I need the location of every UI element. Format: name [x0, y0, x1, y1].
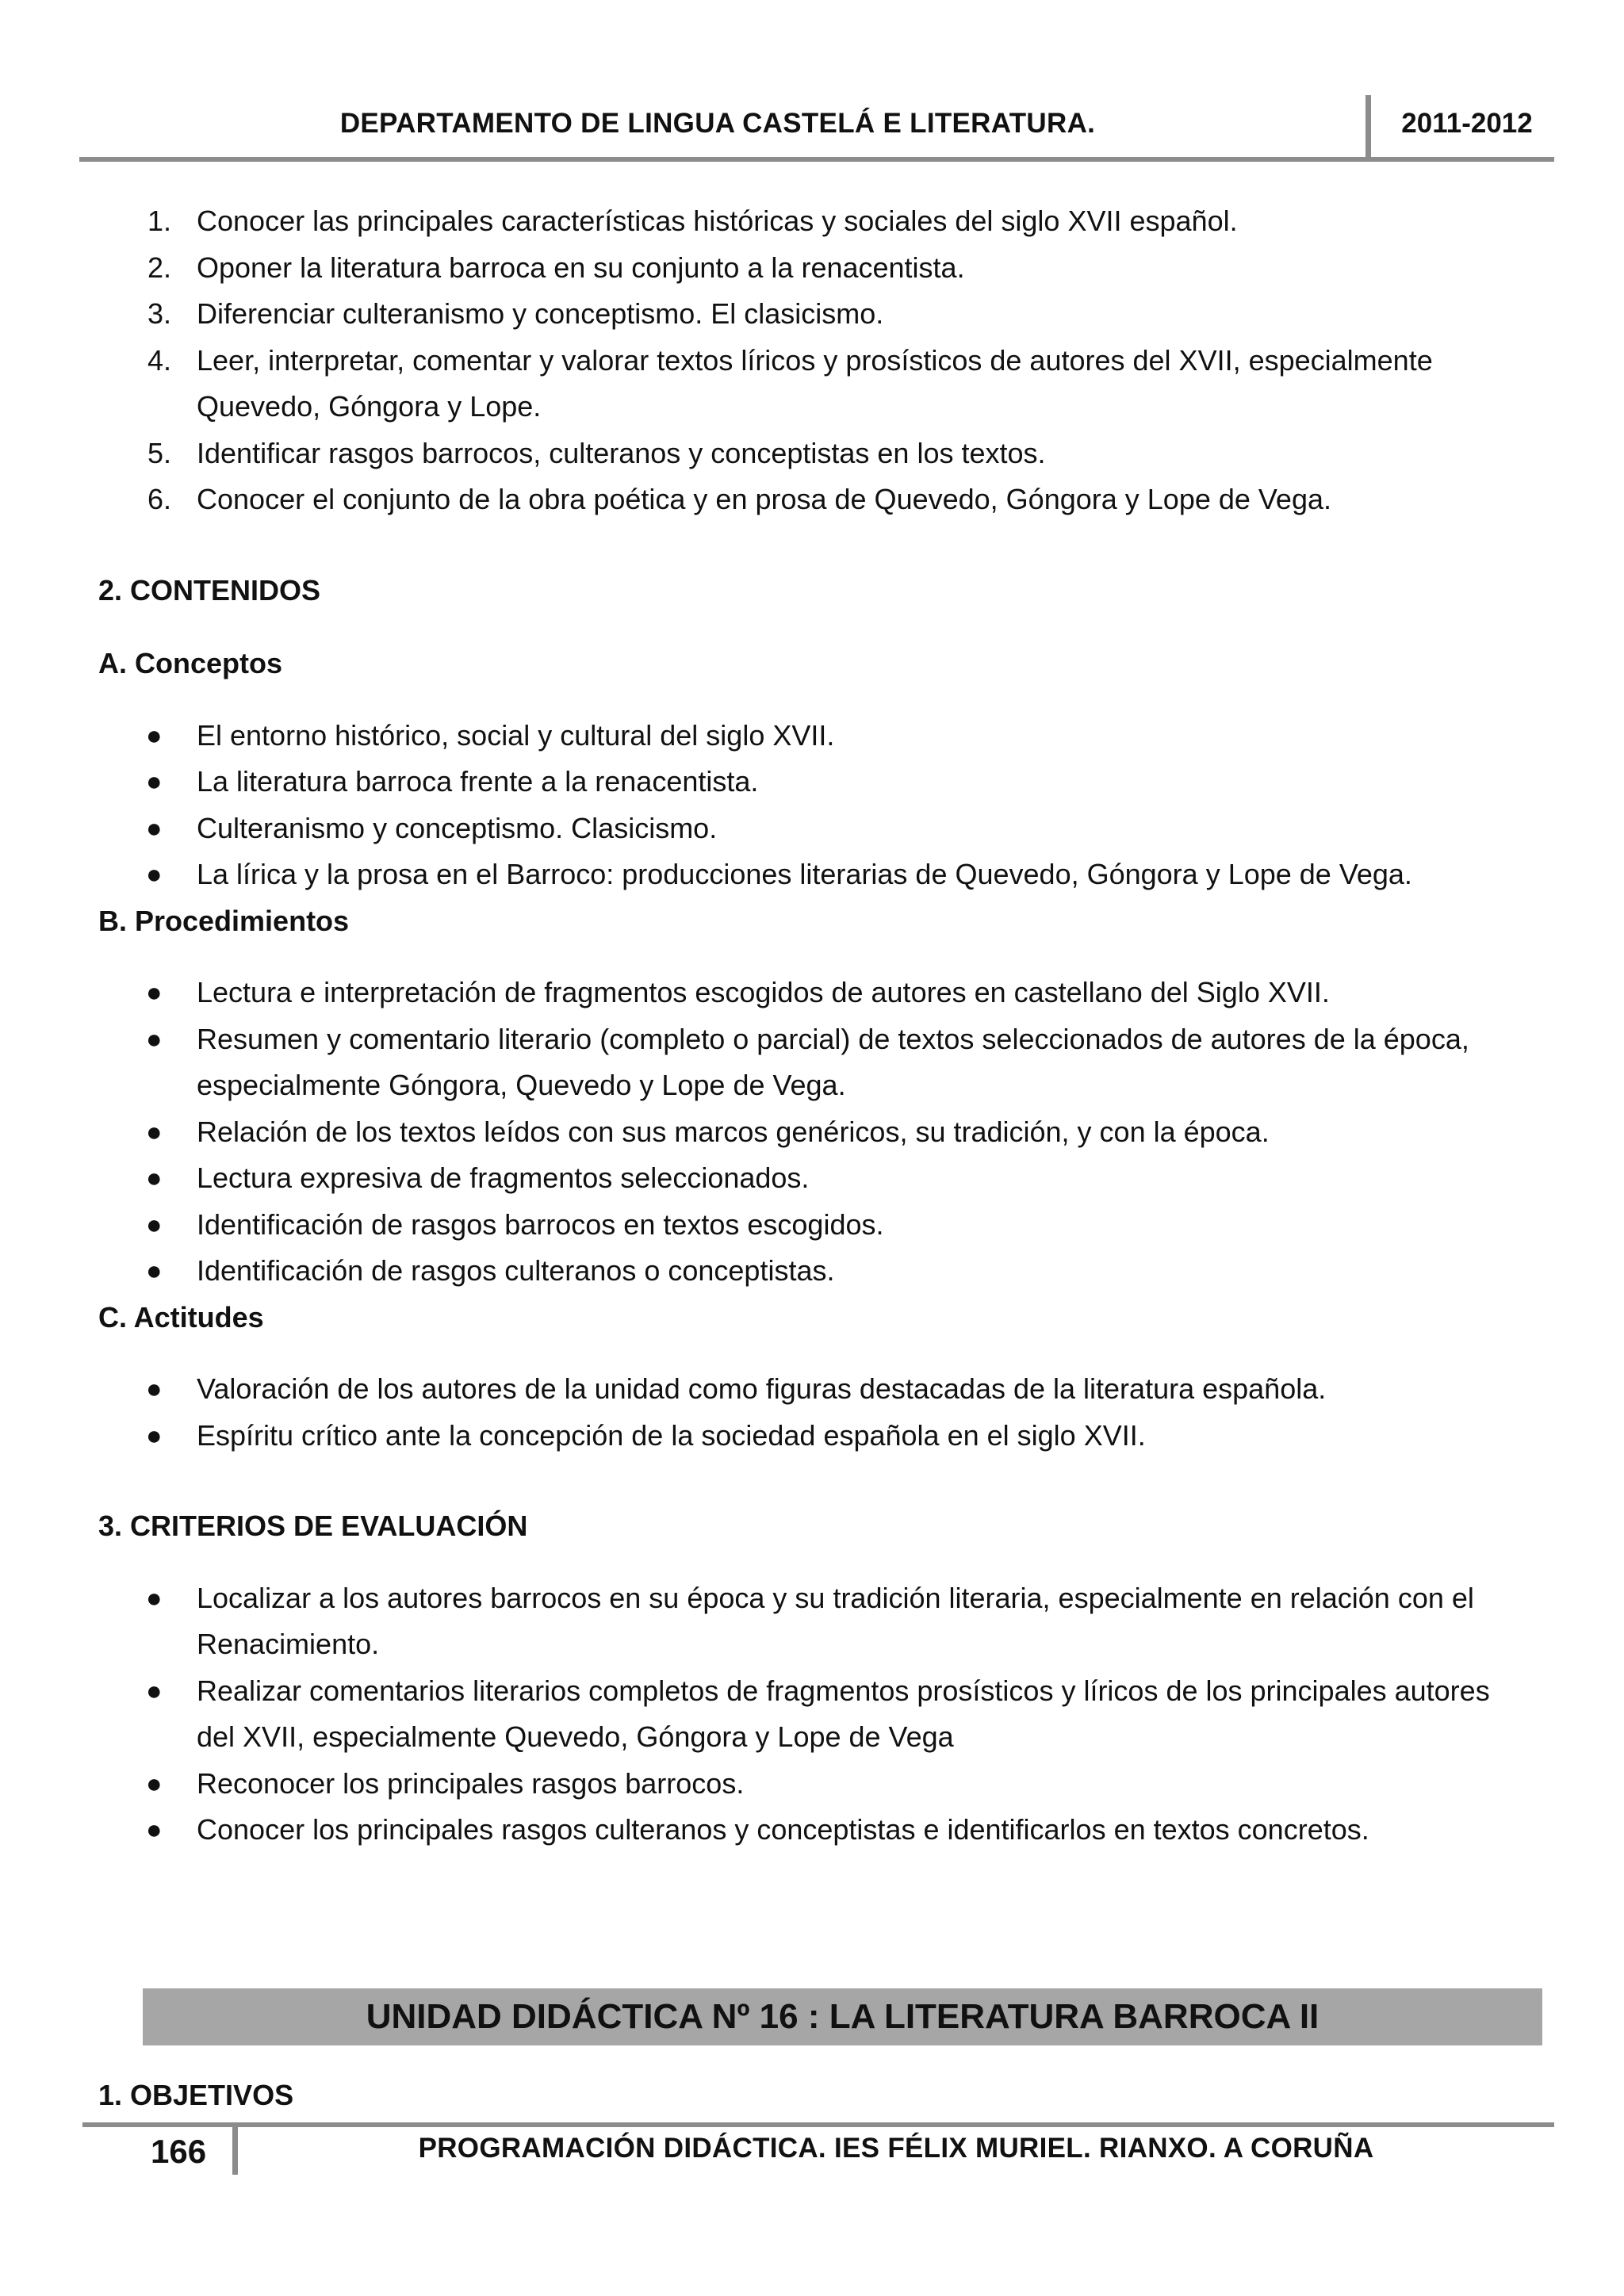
objective-item: 4. Leer, interpretar, comentar y valorar textos líricos y prosísticos de autores del XVII, especialmente Quevedo, Góngora y Lope. [147, 343, 1433, 423]
objective-item: 6. Conocer el conjunto de la obra poética y en prosa de Quevedo, Góngora y Lope de Vega. [147, 483, 1331, 515]
criterios-heading: 3. CRITERIOS DE EVALUACIÓN [98, 1510, 528, 1542]
list-item: ● Valoración de los autores de la unidad como figuras destacadas de la literatura española. [98, 1366, 1518, 1413]
list-item: ● El entorno histórico, social y cultural del siglo XVII. [98, 713, 1518, 760]
list-item: ● Identificación de rasgos culteranos o conceptistas. [98, 1248, 1518, 1295]
list-item: ● Reconocer los principales rasgos barrocos. [98, 1761, 1518, 1808]
bullet-icon: ● [146, 1815, 163, 1845]
criterios-list [98, 1575, 1518, 1854]
department-title: DEPARTAMENTO DE LINGUA CASTELÁ E LITERATURA. [339, 108, 1096, 139]
procedimientos-heading: B. Procedimientos [98, 904, 350, 937]
objective-item: 5. Identificar rasgos barrocos, culteranos y conceptistas en los textos. [147, 436, 1046, 469]
unit-banner [143, 1988, 1542, 2045]
page-content [98, 198, 1518, 1854]
bullet-icon: ● [146, 1582, 163, 1613]
list-item: ● Culteranismo y conceptismo. Clasicismo. [98, 806, 1518, 852]
bullet-icon: ● [146, 1768, 163, 1799]
bullet-icon: ● [146, 1675, 163, 1706]
bullet-icon: ● [146, 1024, 163, 1054]
bullet-icon: ● [146, 978, 163, 1008]
procedimientos-list [98, 970, 1518, 1295]
footer-divider [232, 2122, 238, 2175]
list-item: ● Conocer los principales rasgos culteranos y conceptistas e identificarlos en textos concretos. [98, 1807, 1518, 1854]
list-item: ● La lírica y la prosa en el Barroco: producciones literarias de Quevedo, Góngora y Lope de Vega. [98, 851, 1518, 898]
conceptos-list [98, 713, 1518, 898]
list-item: ● Realizar comentarios literarios completos de fragmentos prosísticos y líricos de los principales autores del XVII, especialmente Quevedo, Góngora y Lope de Vega [98, 1668, 1518, 1761]
list-item: ● Lectura e interpretación de fragmentos escogidos de autores en castellano del Siglo XVII. [98, 970, 1518, 1016]
bullet-icon: ● [146, 859, 163, 890]
bullet-icon: ● [146, 1163, 163, 1193]
page-number: 166 [151, 2133, 207, 2170]
objective-item: 3. Diferenciar culteranismo y conceptismo. El clasicismo. [147, 297, 884, 330]
actitudes-heading: C. Actitudes [98, 1300, 264, 1334]
header-divider [1365, 95, 1371, 162]
objetivos-heading: 1. OBJETIVOS [98, 2079, 294, 2111]
bullet-icon: ● [146, 1374, 163, 1404]
objective-item: 2. Oponer la literatura barroca en su conjunto a la renacentista. [147, 251, 965, 284]
bullet-icon: ● [146, 1209, 163, 1240]
bullet-icon: ● [146, 1116, 163, 1147]
list-item: ● Relación de los textos leídos con sus marcos genéricos, su tradición, y con la época. [98, 1109, 1518, 1156]
bullet-icon: ● [146, 1420, 163, 1451]
actitudes-list [98, 1366, 1518, 1459]
bullet-icon: ● [146, 813, 163, 844]
contenidos-heading: 2. CONTENIDOS [98, 573, 321, 607]
list-item: ● La literatura barroca frente a la renacentista. [98, 759, 1518, 806]
bullet-icon: ● [146, 767, 163, 797]
objectives-list [98, 198, 1518, 523]
footer-rule [82, 2122, 1554, 2127]
conceptos-heading: A. Conceptos [98, 647, 283, 679]
list-item: ● Resumen y comentario literario (completo o parcial) de textos seleccionados de autores de la época, especialmente Góngora, Quevedo y Lope de Vega. [98, 1016, 1518, 1109]
list-item: ● Espíritu crítico ante la concepción de la sociedad española en el siglo XVII. [98, 1413, 1518, 1460]
header-rule [79, 157, 1554, 162]
list-item: ● Identificación de rasgos barrocos en textos escogidos. [98, 1202, 1518, 1249]
page-header [79, 95, 1554, 162]
objective-item: 1. Conocer las principales características históricas y sociales del siglo XVII español. [147, 205, 1238, 237]
list-item: ● Lectura expresiva de fragmentos seleccionados. [98, 1155, 1518, 1202]
bullet-icon: ● [146, 1256, 163, 1286]
footer-text: PROGRAMACIÓN DIDÁCTICA. IES FÉLIX MURIEL. RIANXO. A CORUÑA [418, 2133, 1374, 2164]
bullet-icon: ● [146, 720, 163, 751]
list-item: ● Localizar a los autores barrocos en su época y su tradición literaria, especialmente en relación con el Renacimiento. [98, 1575, 1518, 1668]
school-year: 2011-2012 [1401, 108, 1533, 139]
unit-title: UNIDAD DIDÁCTICA Nº 16 : LA LITERATURA BARROCA II [366, 1997, 1320, 2036]
